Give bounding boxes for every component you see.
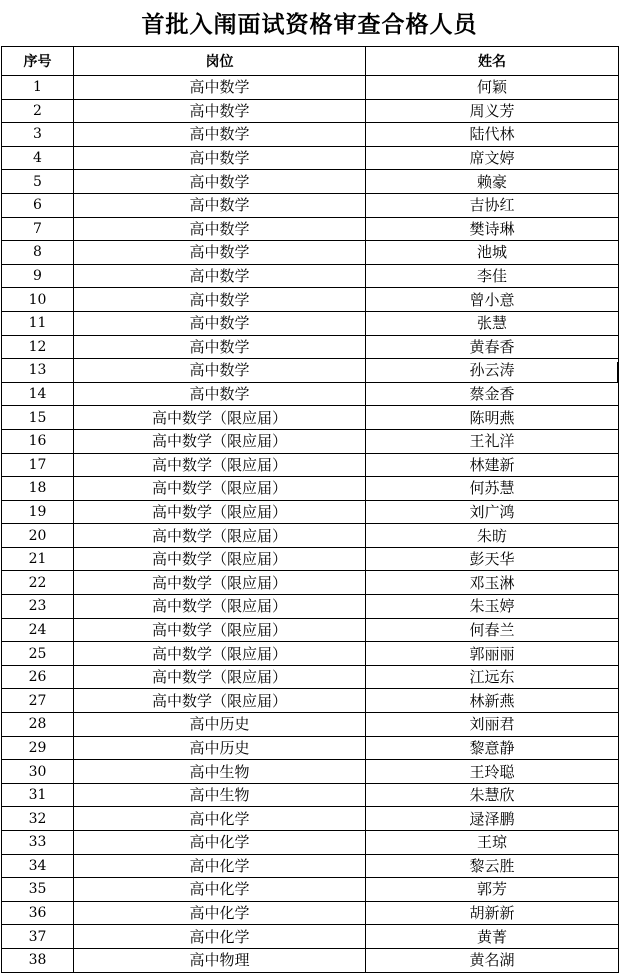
table-row [2,901,619,925]
cell-position: 高中数学 [74,217,366,241]
cell-name: 王礼洋 [366,429,619,453]
cell-index: 9 [2,264,74,288]
cell-position: 高中数学（限应届） [74,595,366,619]
table-row [2,453,619,477]
table-row [2,831,619,855]
table-row [2,689,619,713]
cell-index: 1 [2,76,74,100]
cell-index: 10 [2,288,74,312]
table-row [2,760,619,784]
cell-index: 5 [2,170,74,194]
cell-index: 8 [2,241,74,265]
cell-name: 江远东 [366,665,619,689]
table-body [2,76,619,973]
cell-index: 34 [2,854,74,878]
cell-position: 高中历史 [74,736,366,760]
cell-position: 高中历史 [74,713,366,737]
cell-name: 刘广鸿 [366,500,619,524]
cell-index: 20 [2,524,74,548]
cell-position: 高中数学（限应届） [74,406,366,430]
cell-name: 曾小意 [366,288,619,312]
cell-index: 15 [2,406,74,430]
cell-position: 高中数学（限应届） [74,571,366,595]
cell-position: 高中数学（限应届） [74,524,366,548]
cell-name: 孙云涛 [366,359,619,383]
cell-position: 高中数学（限应届） [74,547,366,571]
table-row [2,264,619,288]
table-row [2,854,619,878]
cell-position: 高中化学 [74,878,366,902]
cell-index: 32 [2,807,74,831]
cell-position: 高中数学（限应届） [74,618,366,642]
cell-position: 高中数学 [74,123,366,147]
table-row [2,429,619,453]
cell-name: 邓玉淋 [366,571,619,595]
cell-name: 黎云胜 [366,854,619,878]
cell-position: 高中数学 [74,241,366,265]
cell-name: 何颖 [366,76,619,100]
table-row [2,335,619,359]
table-row [2,807,619,831]
table-row [2,146,619,170]
cell-index: 37 [2,925,74,949]
cell-name: 胡新新 [366,901,619,925]
cell-index: 11 [2,311,74,335]
table-row [2,406,619,430]
cell-position: 高中数学 [74,193,366,217]
cell-index: 2 [2,99,74,123]
cell-position: 高中生物 [74,783,366,807]
cell-index: 4 [2,146,74,170]
candidates-table [1,46,619,973]
cell-name: 池城 [366,241,619,265]
cell-index: 27 [2,689,74,713]
cell-position: 高中化学 [74,807,366,831]
cell-index: 22 [2,571,74,595]
cell-position: 高中数学（限应届） [74,689,366,713]
cell-position: 高中化学 [74,854,366,878]
table-header-row [2,47,619,76]
cell-position: 高中数学（限应届） [74,642,366,666]
cell-index: 13 [2,359,74,383]
cell-name: 黄菁 [366,925,619,949]
cell-name: 张慧 [366,311,619,335]
cell-name: 刘丽君 [366,713,619,737]
cell-name: 朱昉 [366,524,619,548]
table-row [2,524,619,548]
document-title: 首批入闱面试资格审查合格人员 [141,10,478,38]
cell-index: 21 [2,547,74,571]
cell-name: 林建新 [366,453,619,477]
table-row [2,713,619,737]
table-row [2,642,619,666]
cell-name: 席文婷 [366,146,619,170]
cell-index: 30 [2,760,74,784]
cell-position: 高中数学（限应届） [74,453,366,477]
cell-index: 19 [2,500,74,524]
cell-name: 李佳 [366,264,619,288]
cell-name: 朱玉婷 [366,595,619,619]
table-row [2,948,619,972]
cell-index: 38 [2,948,74,972]
cell-name: 何苏慧 [366,477,619,501]
header-name: 姓名 [366,47,619,76]
cell-name: 王玲聪 [366,760,619,784]
cell-index: 31 [2,783,74,807]
table-row [2,359,619,383]
table-row [2,665,619,689]
cell-index: 36 [2,901,74,925]
cell-name: 王琼 [366,831,619,855]
table-row [2,500,619,524]
cell-position: 高中数学 [74,146,366,170]
cell-index: 18 [2,477,74,501]
table-row [2,878,619,902]
cell-name: 吉协红 [366,193,619,217]
cell-position: 高中数学 [74,359,366,383]
cell-name: 陆代林 [366,123,619,147]
cell-position: 高中物理 [74,948,366,972]
table-row [2,571,619,595]
cell-position: 高中数学 [74,288,366,312]
header-index: 序号 [2,47,74,76]
cell-index: 6 [2,193,74,217]
header-position: 岗位 [74,47,366,76]
cell-position: 高中数学 [74,382,366,406]
table-row [2,382,619,406]
table-row [2,76,619,100]
cell-name: 黄名湖 [366,948,619,972]
cell-index: 23 [2,595,74,619]
cell-index: 28 [2,713,74,737]
cell-position: 高中数学 [74,311,366,335]
table-row [2,477,619,501]
cell-name: 周义芳 [366,99,619,123]
cell-name: 逯泽鹏 [366,807,619,831]
cell-position: 高中数学 [74,170,366,194]
cell-position: 高中数学 [74,76,366,100]
table-row [2,217,619,241]
table-row [2,99,619,123]
cell-name: 郭丽丽 [366,642,619,666]
cell-position: 高中数学（限应届） [74,500,366,524]
table-row [2,193,619,217]
cell-index: 29 [2,736,74,760]
cell-position: 高中数学 [74,335,366,359]
cell-position: 高中数学（限应届） [74,477,366,501]
cell-name: 黄春香 [366,335,619,359]
cell-index: 25 [2,642,74,666]
table-row [2,123,619,147]
table-row [2,736,619,760]
cell-position: 高中化学 [74,901,366,925]
cell-name: 朱慧欣 [366,783,619,807]
table-row [2,783,619,807]
cell-position: 高中数学（限应届） [74,429,366,453]
table-row [2,547,619,571]
cell-position: 高中数学 [74,99,366,123]
cell-position: 高中数学（限应届） [74,665,366,689]
cell-index: 12 [2,335,74,359]
cell-position: 高中数学 [74,264,366,288]
cell-name: 樊诗琳 [366,217,619,241]
cell-index: 14 [2,382,74,406]
table-row [2,311,619,335]
cell-index: 7 [2,217,74,241]
cell-name: 陈明燕 [366,406,619,430]
cell-name: 林新燕 [366,689,619,713]
cell-index: 16 [2,429,74,453]
cell-name: 郭芳 [366,878,619,902]
table-row [2,170,619,194]
cell-position: 高中化学 [74,925,366,949]
cell-index: 33 [2,831,74,855]
cell-index: 35 [2,878,74,902]
table-row [2,595,619,619]
cell-index: 24 [2,618,74,642]
cell-index: 3 [2,123,74,147]
cell-index: 26 [2,665,74,689]
cell-index: 17 [2,453,74,477]
table-row [2,925,619,949]
cell-name: 黎意静 [366,736,619,760]
cell-position: 高中化学 [74,831,366,855]
table-row [2,288,619,312]
cell-name: 何春兰 [366,618,619,642]
cell-name: 彭天华 [366,547,619,571]
table-row [2,241,619,265]
cell-name: 赖豪 [366,170,619,194]
cell-name: 蔡金香 [366,382,619,406]
cell-position: 高中生物 [74,760,366,784]
table-row [2,618,619,642]
